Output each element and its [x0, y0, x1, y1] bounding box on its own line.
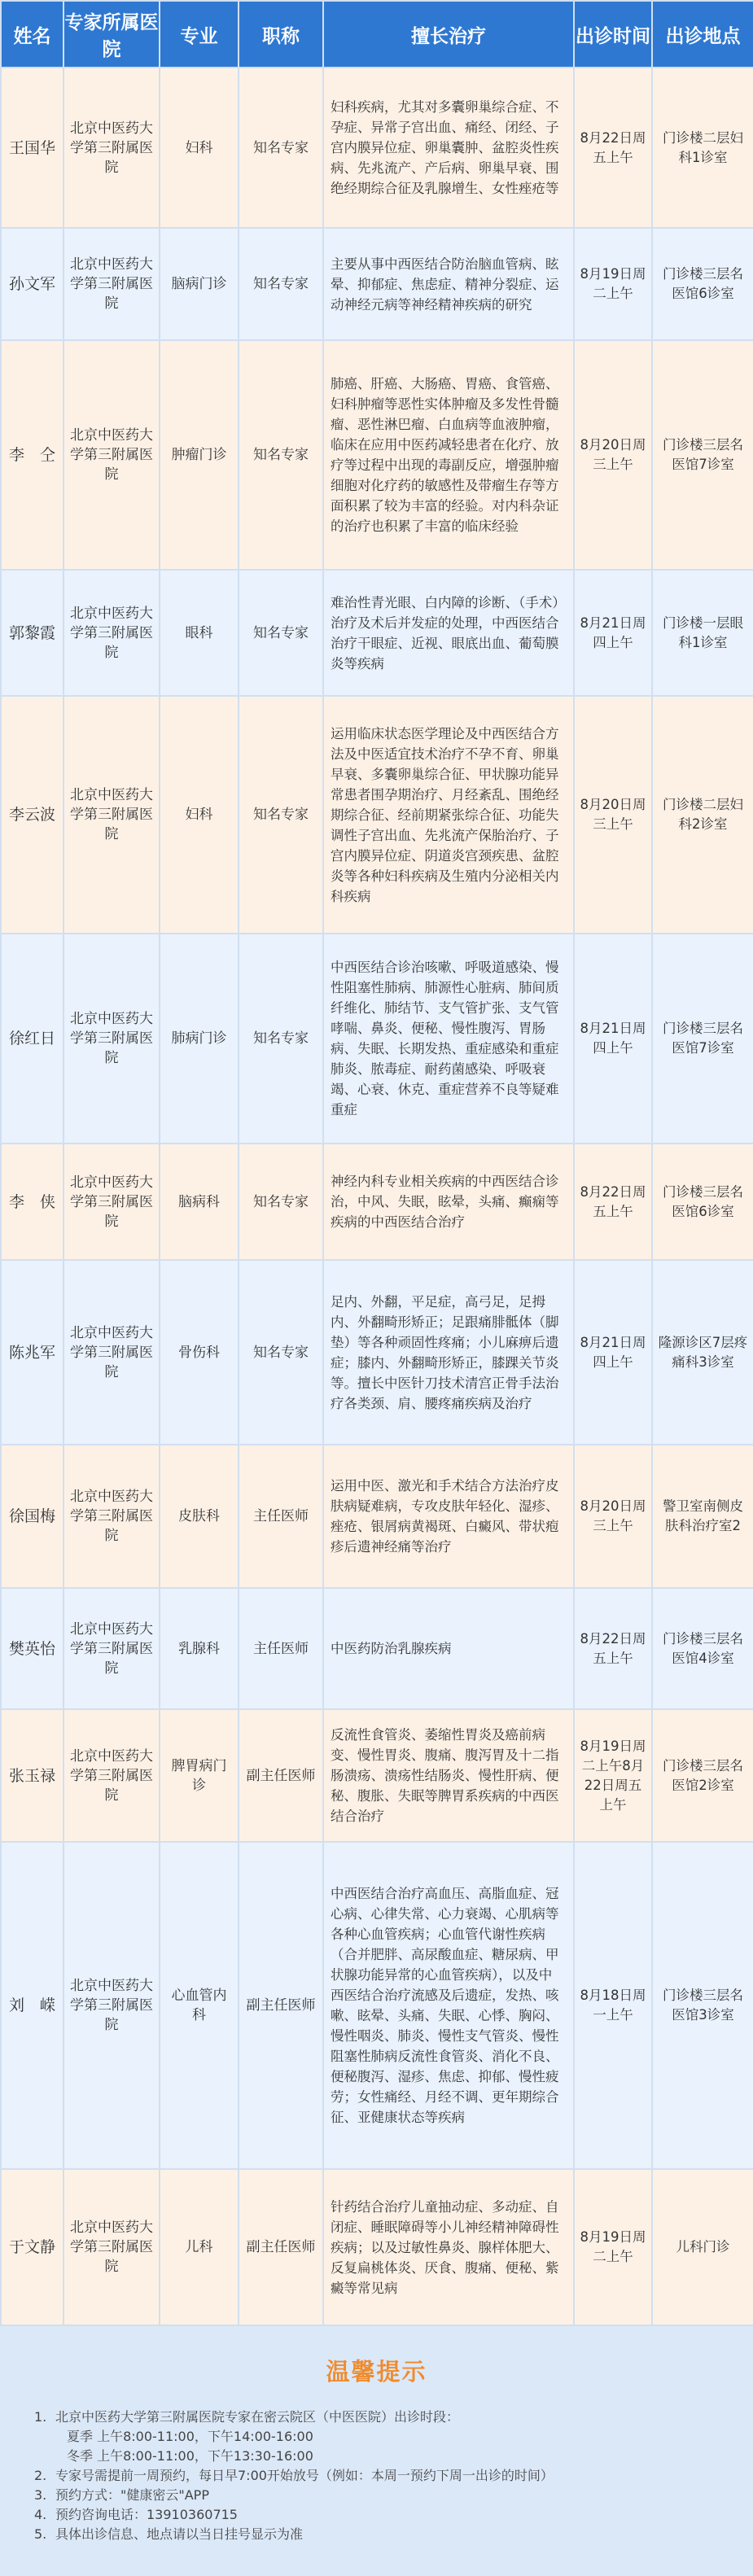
clinic-location-cell: 门诊楼三层名医馆3诊室: [652, 1842, 753, 2169]
tip-line: [34, 2507, 238, 2523]
doctor-name: 王国华: [1, 68, 63, 228]
clinic-time-cell: 8月21日周四上午: [574, 934, 652, 1144]
department-cell: 脑病门诊: [160, 228, 239, 340]
doctor-name: 李 侠: [1, 1144, 63, 1260]
table-row: [1, 228, 753, 340]
tip-text: 冬季 上午8:00-11:00，下午13:30-16:00: [67, 2448, 313, 2464]
department-cell: 肿瘤门诊: [160, 340, 239, 570]
specialty-cell: 主要从事中西医结合防治脑血管病、眩晕、抑郁症、焦虑症、精神分裂症、运动神经元病等神经精神疾病的研究: [323, 228, 574, 340]
clinic-location-cell: 门诊楼三层名医馆2诊室: [652, 1709, 753, 1842]
doctor-name: 李云波: [1, 696, 63, 934]
doctor-name: 樊英怡: [1, 1588, 63, 1709]
hospital-cell: 北京中医药大学第三附属医院: [63, 1588, 160, 1709]
specialty-cell: 反流性食管炎、萎缩性胃炎及癌前病变、慢性胃炎、腹痛、腹泻胃及十二指肠溃疡、溃疡性结肠炎、慢性肝病、便秘、腹胀、失眠等脾胃系疾病的中西医结合治疗: [323, 1709, 574, 1842]
clinic-time-cell: 8月22日周五上午: [574, 1144, 652, 1260]
title-cell: 知名专家: [239, 696, 323, 934]
department-cell: 脾胃病门诊: [160, 1709, 239, 1842]
tip-number: 1.: [34, 2409, 47, 2425]
tip-line: [34, 2409, 459, 2425]
specialty-cell: 针药结合治疗儿童抽动症、多动症、自闭症、睡眠障碍等小儿神经精神障碍性疾病；以及过敏性鼻炎、腺样体肥大、反复扁桃体炎、厌食、腹痛、便秘、紫癜等常见病: [323, 2169, 574, 2325]
hospital-cell: 北京中医药大学第三附属医院: [63, 68, 160, 228]
specialty-cell: 中西医结合治疗高血压、高脂血症、冠心病、心律失常、心力衰竭、心肌病等各种心血管疾病；心血管代谢性疾病（合并肥胖、高尿酸血症、糖尿病、甲状腺功能异常的心血管疾病），以及中西医结合治疗流感及后遗症，发热、咳嗽、眩晕、头痛、失眠、心悸、胸闷、慢性咽炎、肺炎、慢性支气管炎、慢性阻塞性肺病反流性食管炎、消化不良、便秘腹泻、湿疹、焦虑、抑郁、慢性疲劳；女性痛经、月经不调、更年期综合征、亚健康状态等疾病: [323, 1842, 574, 2169]
title-cell: 知名专家: [239, 68, 323, 228]
department-cell: 肺病门诊: [160, 934, 239, 1144]
clinic-time-cell: 8月18日周一上午: [574, 1842, 652, 2169]
tip-text: 预约咨询电话：13910360715: [55, 2507, 238, 2522]
title-cell: 主任医师: [239, 1445, 323, 1588]
clinic-time-cell: 8月22日周五上午: [574, 68, 652, 228]
tip-number: 4.: [34, 2507, 47, 2522]
hospital-cell: 北京中医药大学第三附属医院: [63, 2169, 160, 2325]
hospital-cell: 北京中医药大学第三附属医院: [63, 340, 160, 570]
header-location: 出诊地点: [652, 1, 753, 68]
title-cell: 知名专家: [239, 1144, 323, 1260]
clinic-location-cell: 门诊楼三层名医馆6诊室: [652, 1144, 753, 1260]
title-cell: 知名专家: [239, 934, 323, 1144]
doctor-name: 李 仝: [1, 340, 63, 570]
table-row: [1, 1842, 753, 2169]
hospital-cell: 北京中医药大学第三附属医院: [63, 1144, 160, 1260]
specialty-cell: 中西医结合诊治咳嗽、呼吸道感染、慢性阻塞性肺病、肺源性心脏病、肺间质纤维化、肺结节、支气管扩张、支气管哮喘、鼻炎、便秘、慢性腹泻、胃肠病、失眠、长期发热、重症感染和重症肺炎、脓毒症、耐药菌感染、呼吸衰竭、心衰、休克、重症营养不良等疑难重症: [323, 934, 574, 1144]
tip-text: 预约方式："健康密云"APP: [55, 2487, 209, 2503]
table-row: [1, 696, 753, 934]
department-cell: 妇科: [160, 696, 239, 934]
specialty-cell: 中医药防治乳腺疾病: [323, 1588, 574, 1709]
header-dept: 专业: [160, 1, 239, 68]
table-row: [1, 1588, 753, 1709]
department-cell: 皮肤科: [160, 1445, 239, 1588]
table-row: [1, 1445, 753, 1588]
clinic-location-cell: 门诊楼三层名医馆6诊室: [652, 228, 753, 340]
hospital-cell: 北京中医药大学第三附属医院: [63, 1842, 160, 2169]
hospital-cell: 北京中医药大学第三附属医院: [63, 1445, 160, 1588]
doctor-name: 于文静: [1, 2169, 63, 2325]
clinic-time-cell: 8月20日周三上午: [574, 1445, 652, 1588]
clinic-time-cell: 8月19日周二上午: [574, 2169, 652, 2325]
doctor-name: 孙文军: [1, 228, 63, 340]
clinic-location-cell: 门诊楼三层名医馆7诊室: [652, 934, 753, 1144]
clinic-location-cell: 隆源诊区7层疼痛科3诊室: [652, 1260, 753, 1445]
title-cell: 副主任医师: [239, 1709, 323, 1842]
department-cell: 骨伤科: [160, 1260, 239, 1445]
tip-line: [34, 2487, 209, 2504]
title-cell: 知名专家: [239, 228, 323, 340]
title-cell: 副主任医师: [239, 2169, 323, 2325]
doctor-name: 陈兆军: [1, 1260, 63, 1445]
clinic-location-cell: 门诊楼三层名医馆4诊室: [652, 1588, 753, 1709]
clinic-time-cell: 8月19日周二上午: [574, 228, 652, 340]
tip-text: 专家号需提前一周预约，每日早7:00开始放号（例如：本周一预约下周一出诊的时间）: [55, 2468, 554, 2483]
specialty-cell: 肺癌、肝癌、大肠癌、胃癌、食管癌、妇科肿瘤等恶性实体肿瘤及多发性骨髓瘤、恶性淋巴瘤、白血病等血液肿瘤，临床在应用中医药减轻患者在化疗、放疗等过程中出现的毒副反应，增强肿瘤细胞对化疗药的敏感性及带瘤生存等方面积累了较为丰富的经验。对内科杂证的治疗也积累了丰富的临床经验: [323, 340, 574, 570]
tip-line: [67, 2448, 313, 2464]
clinic-location-cell: 儿科门诊: [652, 2169, 753, 2325]
department-cell: 心血管内科: [160, 1842, 239, 2169]
doctor-name: 郭黎霞: [1, 570, 63, 696]
table-row: [1, 570, 753, 696]
clinic-time-cell: 8月22日周五上午: [574, 1588, 652, 1709]
table-row: [1, 1709, 753, 1842]
title-cell: 主任医师: [239, 1588, 323, 1709]
tip-number: 2.: [34, 2468, 47, 2483]
title-cell: 知名专家: [239, 570, 323, 696]
table-row: [1, 2169, 753, 2325]
specialty-cell: 难治性青光眼、白内障的诊断、（手术）治疗及术后并发症的处理，中西医结合治疗干眼症、近视、眼底出血、葡萄膜炎等疾病: [323, 570, 574, 696]
specialty-cell: 妇科疾病，尤其对多囊卵巢综合症、不孕症、异常子宫出血、痛经、闭经、子宫内膜异位症、卵巢囊肿、盆腔炎性疾病、先兆流产、产后病、卵巢早衰、围绝经期综合征及乳腺增生、女性痤疮等: [323, 68, 574, 228]
department-cell: 眼科: [160, 570, 239, 696]
department-cell: 乳腺科: [160, 1588, 239, 1709]
doctor-name: 刘 嵘: [1, 1842, 63, 2169]
table-row: [1, 934, 753, 1144]
header-title: 职称: [239, 1, 323, 68]
doctor-name: 张玉禄: [1, 1709, 63, 1842]
tip-text: 北京中医药大学第三附属医院专家在密云院区（中医医院）出诊时段：: [55, 2409, 460, 2425]
department-cell: 儿科: [160, 2169, 239, 2325]
tip-line: [34, 2526, 303, 2543]
hospital-cell: 北京中医药大学第三附属医院: [63, 228, 160, 340]
header-name: 姓名: [1, 1, 63, 68]
doctor-name: 徐国梅: [1, 1445, 63, 1588]
tip-line: [34, 2468, 554, 2484]
department-cell: 脑病科: [160, 1144, 239, 1260]
tip-number: 3.: [34, 2487, 47, 2503]
hospital-cell: 北京中医药大学第三附属医院: [63, 696, 160, 934]
table-header-row: [1, 1, 753, 68]
clinic-location-cell: 警卫室南侧皮肤科治疗室2: [652, 1445, 753, 1588]
specialty-cell: 运用中医、激光和手术结合方法治疗皮肤病疑难病，专攻皮肤年轻化、湿疹、痤疮、银屑病黄褐斑、白癜风、带状疱疹后遗神经痛等治疗: [323, 1445, 574, 1588]
tip-line: [67, 2429, 313, 2445]
tips-title: 温馨提示: [326, 2358, 427, 2386]
table-row: [1, 1144, 753, 1260]
header-hospital: 专家所属医院: [63, 1, 160, 68]
table-row: [1, 68, 753, 228]
hospital-cell: 北京中医药大学第三附属医院: [63, 570, 160, 696]
title-cell: 知名专家: [239, 340, 323, 570]
table-row: [1, 1260, 753, 1445]
hospital-cell: 北京中医药大学第三附属医院: [63, 1709, 160, 1842]
specialty-cell: 神经内科专业相关疾病的中西医结合诊治，中风、失眠，眩晕，头痛、癫痫等疾病的中西医结合治疗: [323, 1144, 574, 1260]
tip-text: 具体出诊信息、地点请以当日挂号显示为准: [55, 2526, 304, 2542]
clinic-location-cell: 门诊楼一层眼科1诊室: [652, 570, 753, 696]
clinic-time-cell: 8月21日周四上午: [574, 570, 652, 696]
hospital-cell: 北京中医药大学第三附属医院: [63, 1260, 160, 1445]
title-cell: 知名专家: [239, 1260, 323, 1445]
clinic-location-cell: 门诊楼二层妇科1诊室: [652, 68, 753, 228]
tip-text: 夏季 上午8:00-11:00，下午14:00-16:00: [67, 2429, 313, 2444]
department-cell: 妇科: [160, 68, 239, 228]
table-row: [1, 340, 753, 570]
title-cell: 副主任医师: [239, 1842, 323, 2169]
clinic-time-cell: 8月20日周三上午: [574, 340, 652, 570]
header-time: 出诊时间: [574, 1, 652, 68]
tips-section: [0, 2338, 753, 2576]
doctor-name: 徐红日: [1, 934, 63, 1144]
specialty-cell: 运用临床状态医学理论及中西医结合方法及中医适宜技术治疗不孕不育、卵巢早衰、多囊卵巢综合征、甲状腺功能异常患者围孕期治疗、月经紊乱、围绝经期综合征、经前期紧张综合征、功能失调性子宫出血、先兆流产保胎治疗、子宫内膜异位症、阴道炎宫颈疾患、盆腔炎等各种妇科疾病及生殖内分泌相关内科疾病: [323, 696, 574, 934]
clinic-location-cell: 门诊楼二层妇科2诊室: [652, 696, 753, 934]
clinic-time-cell: 8月19日周二上午8月22日周五上午: [574, 1709, 652, 1842]
hospital-cell: 北京中医药大学第三附属医院: [63, 934, 160, 1144]
clinic-time-cell: 8月21日周四上午: [574, 1260, 652, 1445]
clinic-location-cell: 门诊楼三层名医馆7诊室: [652, 340, 753, 570]
specialty-cell: 足内、外翻，平足症，高弓足，足拇内、外翻畸形矫正；足跟痛腓骶体（脚垫）等各种顽固性疼痛；小儿麻痹后遗症；膝内、外翻畸形矫正，膝踝关节炎等。擅长中医针刀技术清宫正骨手法治疗各类颈、肩、腰疼痛疾病及治疗: [323, 1260, 574, 1445]
clinic-time-cell: 8月20日周三上午: [574, 696, 652, 934]
header-specialty: 擅长治疗: [323, 1, 574, 68]
tip-number: 5.: [34, 2526, 47, 2542]
